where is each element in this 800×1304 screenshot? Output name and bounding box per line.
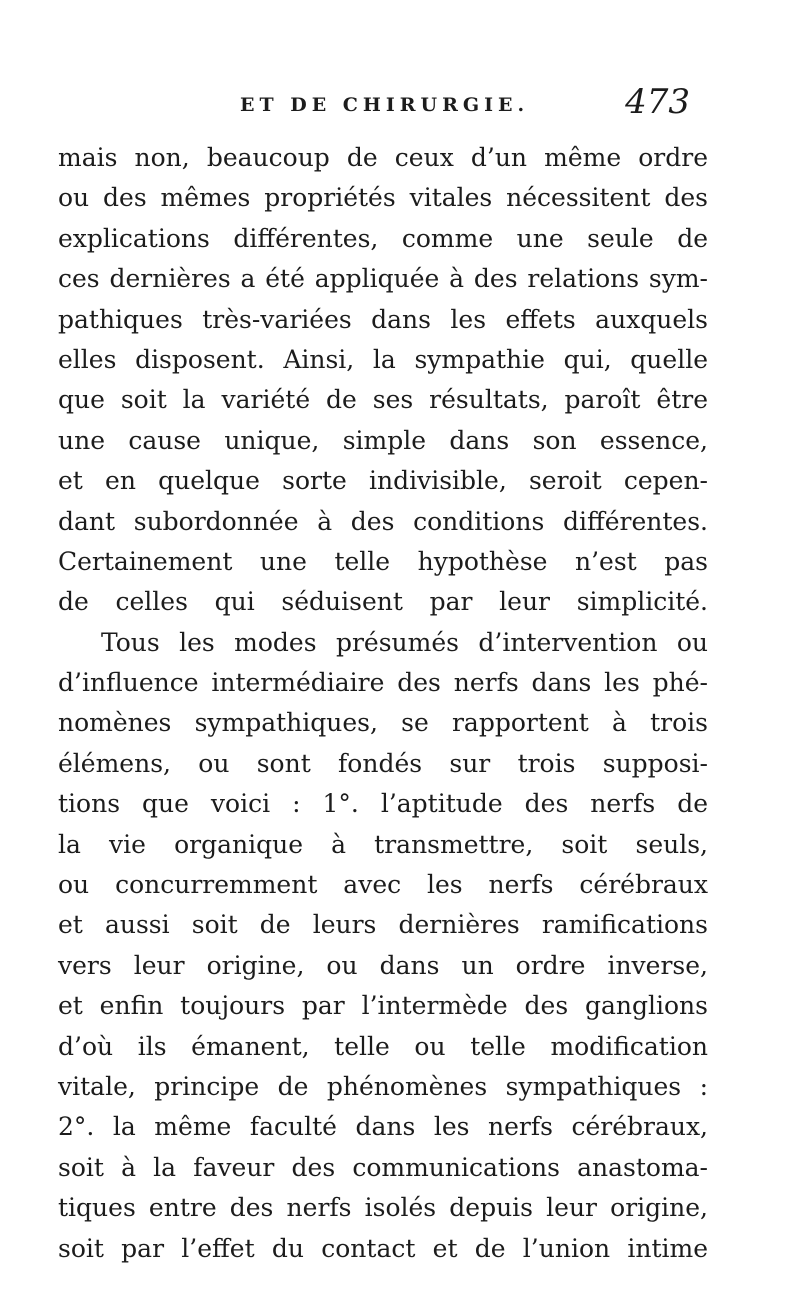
text-line: soit à la faveur des communications anastoma- (58, 1152, 708, 1182)
text-line: dant subordonnée à des conditions différentes. (58, 506, 708, 536)
text-line: et en quelque sorte indivisible, seroit cepen- (58, 466, 708, 496)
text-line: élémens, ou sont fondés sur trois supposi- (58, 748, 708, 778)
text-line: et enfin toujours par l’intermède des ganglions (58, 991, 708, 1021)
text-line: de celles qui séduisent par leur simplicité. (58, 587, 708, 617)
running-head (230, 82, 690, 126)
text-line: tions que voici : 1°. l’aptitude des nerfs de (58, 789, 708, 819)
text-line: explications différentes, comme une seule de (58, 223, 708, 253)
text-line: et aussi soit de leurs dernières ramifications (58, 910, 708, 940)
running-title: ET DE CHIRURGIE. (240, 94, 530, 116)
text-line: mais non, beaucoup de ceux d’un même ordre (58, 143, 708, 172)
text-line: d’où ils émanent, telle ou telle modification (58, 1031, 708, 1061)
paragraph-start-line: Tous les modes présumés d’intervention ou (101, 627, 708, 657)
text-line: soit par l’effet du contact et de l’union intime (58, 1233, 708, 1263)
text-line: ou concurremment avec les nerfs cérébraux (58, 870, 708, 900)
text-line: tiques entre des nerfs isolés depuis leur origine, (58, 1193, 708, 1223)
text-line: une cause unique, simple dans son essence, (58, 425, 708, 455)
text-line: ces dernières a été appliquée à des relations sym- (58, 264, 708, 294)
text-line: d’influence intermédiaire des nerfs dans les phé- (58, 668, 708, 698)
page-number: 473 (625, 82, 690, 122)
text-line: 2°. la même faculté dans les nerfs cérébraux, (58, 1112, 708, 1142)
text-line: nomènes sympathiques, se rapportent à trois (58, 708, 708, 738)
text-line: vitale, principe de phénomènes sympathiques : (58, 1071, 708, 1101)
text-line: la vie organique à transmettre, soit seuls, (58, 829, 708, 859)
body-text (58, 138, 708, 1269)
text-line: vers leur origine, ou dans un ordre inverse, (58, 950, 708, 980)
text-line: que soit la variété de ses résultats, paroît être (58, 385, 708, 415)
text-line: elles disposent. Ainsi, la sympathie qui, quelle (58, 344, 708, 374)
text-line: Certainement une telle hypothèse n’est pas (58, 546, 708, 576)
text-line: pathiques très-variées dans les effets auxquels (58, 304, 708, 334)
text-line: ou des mêmes propriétés vitales nécessitent des (58, 183, 708, 213)
